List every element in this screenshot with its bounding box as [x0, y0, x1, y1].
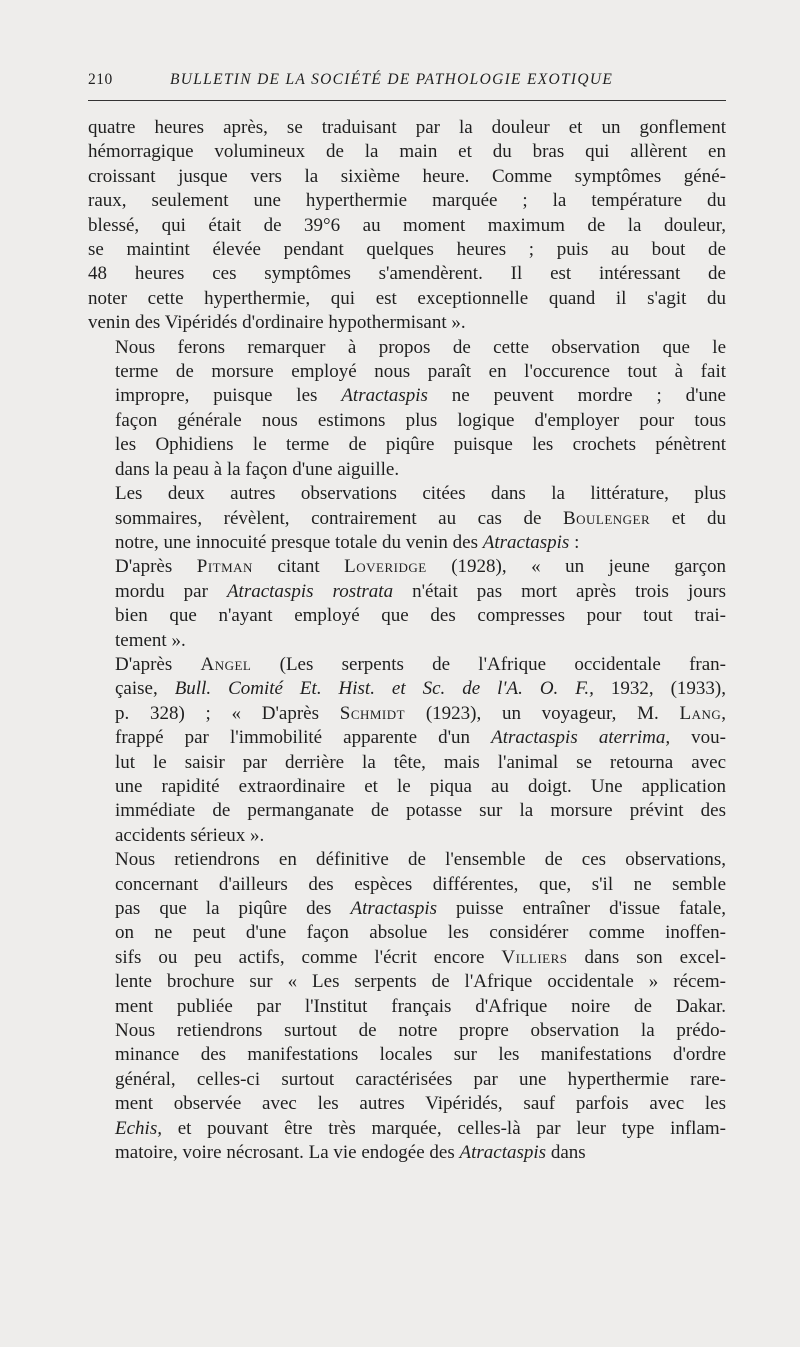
text-line: [88, 1092, 726, 1116]
text-line: [88, 751, 726, 775]
text-line: [88, 409, 726, 433]
article-body: [88, 116, 726, 1165]
text-run: çaise,: [115, 678, 175, 700]
italic-term: Echis,: [115, 1117, 162, 1139]
text-line: [88, 360, 726, 384]
text-run: puisse entraîner d'issue fatale,: [437, 898, 726, 919]
italic-term: Bull. Comité Et. Hist. et Sc. de l'A. O. F.,: [174, 678, 594, 700]
text-line: [88, 116, 726, 140]
author-name: Loveridge: [344, 556, 427, 578]
text-run: quatre heures après, se traduisant par la douleur et un gonflement: [88, 117, 726, 138]
text-line: [88, 775, 726, 799]
text-run: frappé par l'immobilité apparente d'un: [115, 727, 492, 749]
text-line: [88, 482, 726, 506]
text-run: mordu par: [115, 580, 227, 602]
text-run: minance des manifestations locales sur les manifestations d'ordre: [115, 1044, 726, 1066]
text-run: Nous ferons remarquer à propos de cette observation que le: [115, 336, 726, 358]
text-run: impropre, puisque les: [115, 385, 342, 407]
text-run: ment publiée par l'Institut français d'Afrique noire de Dakar.: [115, 995, 726, 1017]
text-run: D'après: [115, 653, 201, 675]
italic-term: Atractaspis: [459, 1142, 547, 1164]
author-name: Schmidt: [339, 702, 406, 724]
text-run: Nous retiendrons en définitive de l'ensemble de ces observations,: [115, 849, 726, 871]
paragraph: [88, 482, 726, 555]
text-run: bien que n'ayant employé que des compresses pour tout trai-: [115, 605, 726, 627]
text-line: [88, 726, 726, 750]
text-line: [88, 238, 726, 262]
text-line: [88, 604, 726, 628]
text-line: [88, 433, 726, 457]
text-line: [88, 897, 726, 921]
text-line: [88, 653, 726, 677]
text-run: lente brochure sur « Les serpents de l'Afrique occidentale » récem-: [115, 971, 726, 993]
text-run: terme de morsure employé nous paraît en l'occurence tout à fait: [115, 361, 726, 383]
text-run: on ne peut d'une façon absolue les considérer comme inoffen-: [115, 922, 726, 944]
text-run: immédiate de permanganate de potasse sur la morsure prévint des: [115, 800, 726, 822]
paragraph: [88, 336, 726, 482]
text-line: [88, 384, 726, 408]
italic-term: Atractaspis: [482, 531, 570, 553]
author-name: Lang: [679, 702, 722, 724]
text-run: n'était pas mort après trois jours: [393, 580, 726, 602]
text-run: général, celles-ci surtout caractérisées par une hyperthermie rare-: [115, 1068, 726, 1090]
text-line: [88, 1043, 726, 1067]
text-line: [88, 140, 726, 164]
paragraph: [88, 848, 726, 1165]
text-run: raux, seulement une hyperthermie marquée ; la température du: [88, 190, 726, 212]
text-line: [88, 921, 726, 945]
text-line: [88, 580, 726, 604]
text-run: Nous retiendrons surtout de notre propre observation la prédo-: [115, 1020, 726, 1042]
text-line: [88, 799, 726, 823]
author-name: Boulenger: [562, 507, 651, 529]
text-line: [88, 311, 726, 335]
text-run: notre, une innocuité presque totale du venin des: [115, 531, 483, 553]
text-run: pas que la piqûre des: [115, 898, 351, 919]
text-run: façon générale nous estimons plus logique d'employer pour tous: [115, 409, 726, 431]
header-rule: [88, 100, 726, 101]
text-line: [88, 946, 726, 970]
text-run: p. 328) ; « D'après: [115, 702, 340, 724]
text-run: tement ».: [115, 629, 186, 651]
text-run: blessé, qui était de 39°6 au moment maximum de la douleur,: [88, 214, 726, 236]
paragraph: [88, 116, 726, 336]
text-line: [88, 165, 726, 189]
journal-title: BULLETIN DE LA SOCIÉTÉ DE PATHOLOGIE EXOTIQUE: [170, 71, 614, 88]
text-line: [88, 1019, 726, 1043]
paragraph: [88, 555, 726, 653]
text-run: venin des Vipéridés d'ordinaire hypothermisant ».: [88, 312, 466, 334]
text-run: sommaires, révèlent, contrairement au cas de: [115, 507, 563, 529]
text-line: [88, 531, 726, 555]
text-run: dans: [546, 1142, 586, 1164]
text-line: [88, 189, 726, 213]
text-run: ment observée avec les autres Vipéridés, sauf parfois avec les: [115, 1093, 726, 1115]
text-run: (Les serpents de l'Afrique occidentale fran-: [251, 653, 726, 675]
text-run: D'après: [115, 556, 197, 578]
text-run: dans son excel-: [567, 946, 726, 968]
text-line: [88, 970, 726, 994]
text-line: [88, 555, 726, 579]
text-line: [88, 214, 726, 238]
text-line: [88, 677, 726, 701]
author-name: Villiers: [501, 946, 568, 968]
text-run: vou-: [670, 727, 727, 749]
text-run: 1932, (1933),: [593, 678, 727, 700]
text-line: [88, 262, 726, 286]
text-line: [88, 995, 726, 1019]
text-run: citant: [252, 556, 345, 578]
text-line: [88, 287, 726, 311]
text-run: ne peuvent mordre ; d'une: [427, 385, 726, 407]
text-line: [88, 824, 726, 848]
text-run: ,: [721, 702, 727, 724]
text-run: hémorragique volumineux de la main et du bras qui allèrent en: [88, 141, 726, 163]
running-header: [88, 70, 726, 90]
text-run: noter cette hyperthermie, qui est exceptionnelle quand il s'agit du: [88, 287, 726, 309]
text-line: [88, 1068, 726, 1092]
italic-term: Atractaspis aterrima,: [491, 727, 671, 749]
text-run: lut le saisir par derrière la tête, mais l'animal se retourna avec: [115, 751, 726, 773]
author-name: Angel: [200, 653, 252, 675]
text-line: [88, 1117, 726, 1141]
text-run: croissant jusque vers la sixième heure. Comme symptômes géné-: [88, 165, 726, 187]
text-run: se maintint élevée pendant quelques heures ; puis au bout de: [88, 239, 726, 261]
text-run: et pouvant être très marquée, celles-là par leur type inflam-: [161, 1117, 726, 1139]
text-run: sifs ou peu actifs, comme l'écrit encore: [115, 946, 502, 968]
text-line: [88, 336, 726, 360]
text-run: concernant d'ailleurs des espèces différentes, que, s'il ne semble: [115, 873, 726, 895]
text-line: [88, 873, 726, 897]
text-run: accidents sérieux ».: [115, 824, 265, 846]
text-run: les Ophidiens le terme de piqûre puisque les crochets pénètrent: [115, 434, 726, 456]
text-line: [88, 458, 726, 482]
italic-term: Atractaspis: [341, 385, 428, 407]
text-line: [88, 848, 726, 872]
text-run: une rapidité extraordinaire et le piqua au doigt. Une application: [115, 775, 726, 797]
italic-term: Atractaspis: [350, 898, 438, 919]
text-run: 48 heures ces symptômes s'amendèrent. Il est intéressant de: [88, 263, 726, 285]
italic-term: Atractaspis rostrata: [226, 580, 394, 602]
text-run: dans la peau à la façon d'une aiguille.: [115, 458, 400, 480]
text-run: matoire, voire nécrosant. La vie endogée des: [115, 1142, 460, 1164]
author-name: Pitman: [196, 556, 253, 578]
text-run: et du: [650, 507, 726, 529]
text-run: (1928), « un jeune garçon: [426, 556, 727, 578]
text-run: Les deux autres observations citées dans la littérature, plus: [115, 483, 726, 505]
paragraph: [88, 653, 726, 848]
page-number: 210: [88, 71, 113, 88]
text-line: [88, 1141, 726, 1165]
text-run: :: [569, 531, 580, 553]
text-line: [88, 629, 726, 653]
text-line: [88, 702, 726, 726]
text-run: (1923), un voyageur, M.: [405, 702, 680, 724]
text-line: [88, 507, 726, 531]
